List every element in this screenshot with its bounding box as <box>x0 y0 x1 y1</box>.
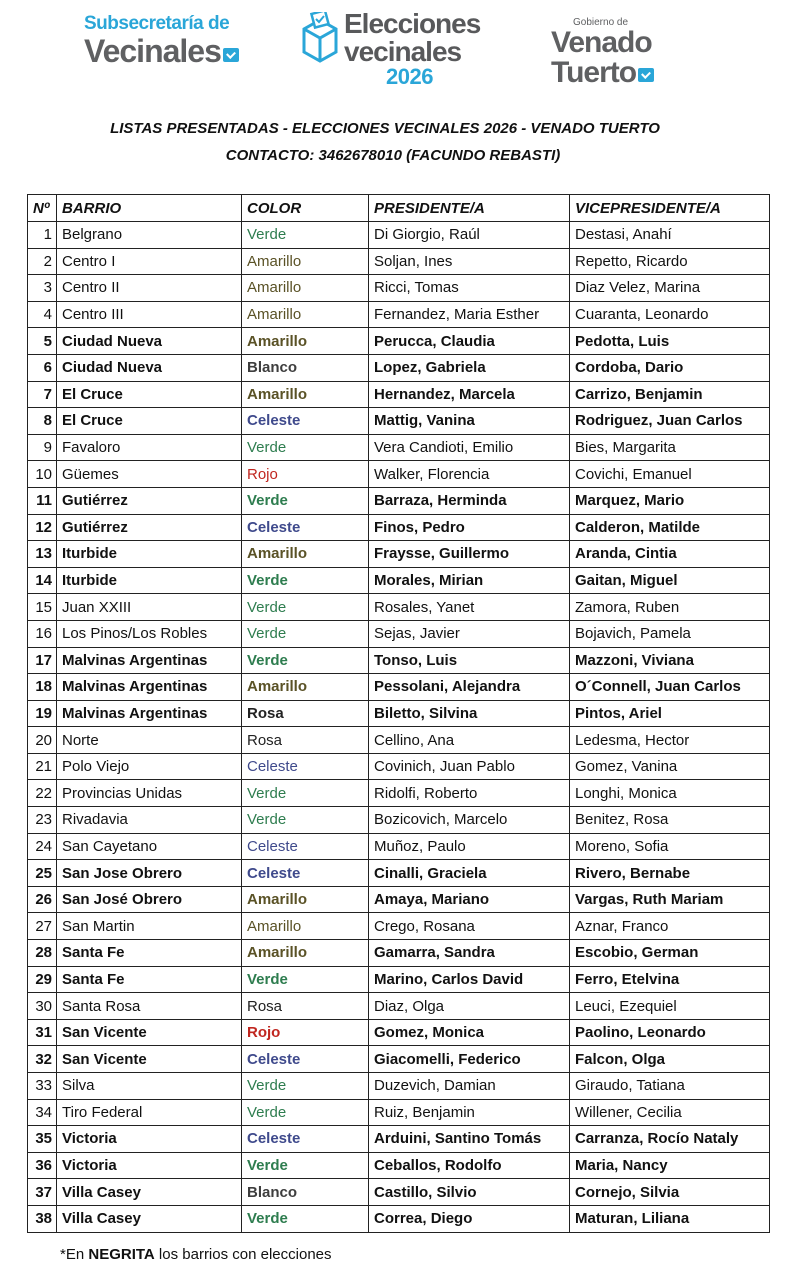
cell-presidente: Correa, Diego <box>369 1205 570 1232</box>
header-number: Nº <box>28 195 57 222</box>
cell-presidente: Ricci, Tomas <box>369 275 570 302</box>
cell-vicepresidente: Maturan, Liliana <box>570 1205 770 1232</box>
cell-barrio: Victoria <box>57 1152 242 1179</box>
logo-center-line1: Elecciones <box>344 8 481 39</box>
cell-number: 24 <box>28 833 57 860</box>
cell-barrio: Juan XXIII <box>57 594 242 621</box>
cell-number: 13 <box>28 541 57 568</box>
cell-color: Rosa <box>242 700 369 727</box>
cell-barrio: Iturbide <box>57 541 242 568</box>
cell-barrio: San Vicente <box>57 1046 242 1073</box>
cell-presidente: Gomez, Monica <box>369 1019 570 1046</box>
cell-presidente: Lopez, Gabriela <box>369 354 570 381</box>
cell-color: Celeste <box>242 1126 369 1153</box>
cell-barrio: Belgrano <box>57 222 242 249</box>
cell-number: 19 <box>28 700 57 727</box>
cell-color: Blanco <box>242 1179 369 1206</box>
cell-number: 38 <box>28 1205 57 1232</box>
cell-presidente: Cinalli, Graciela <box>369 860 570 887</box>
cell-vicepresidente: Longhi, Monica <box>570 780 770 807</box>
cell-presidente: Hernandez, Marcela <box>369 381 570 408</box>
subsecretaria-vecinales-logo <box>84 14 239 67</box>
cell-presidente: Crego, Rosana <box>369 913 570 940</box>
table-row <box>28 913 770 940</box>
lists-table <box>27 194 770 1233</box>
table-row <box>28 1019 770 1046</box>
cell-color: Rosa <box>242 993 369 1020</box>
table-row <box>28 301 770 328</box>
cell-vicepresidente: Moreno, Sofia <box>570 833 770 860</box>
cell-vicepresidente: Maria, Nancy <box>570 1152 770 1179</box>
logo-center-line2: vecinales <box>344 36 462 67</box>
cell-color: Amarillo <box>242 886 369 913</box>
cell-presidente: Pessolani, Alejandra <box>369 674 570 701</box>
cell-color: Verde <box>242 647 369 674</box>
table-row <box>28 1152 770 1179</box>
check-mark-icon <box>223 48 239 62</box>
table-row <box>28 753 770 780</box>
table-row <box>28 727 770 754</box>
table-row <box>28 1126 770 1153</box>
cell-barrio: Santa Fe <box>57 940 242 967</box>
table-row <box>28 860 770 887</box>
cell-color: Amarillo <box>242 913 369 940</box>
cell-color: Verde <box>242 1152 369 1179</box>
cell-number: 30 <box>28 993 57 1020</box>
cell-color: Amarillo <box>242 328 369 355</box>
cell-color: Verde <box>242 434 369 461</box>
cell-number: 7 <box>28 381 57 408</box>
cell-number: 12 <box>28 514 57 541</box>
table-row <box>28 514 770 541</box>
header-vicepresidente: VICEPRESIDENTE/A <box>570 195 770 222</box>
cell-number: 2 <box>28 248 57 275</box>
cell-vicepresidente: Aranda, Cintia <box>570 541 770 568</box>
table-row <box>28 541 770 568</box>
table-row <box>28 1179 770 1206</box>
cell-vicepresidente: Gaitan, Miguel <box>570 567 770 594</box>
cell-presidente: Fraysse, Guillermo <box>369 541 570 568</box>
cell-vicepresidente: Aznar, Franco <box>570 913 770 940</box>
table-body <box>28 222 770 1233</box>
table-row <box>28 620 770 647</box>
cell-color: Verde <box>242 487 369 514</box>
logo-right-line1: Gobierno de <box>573 17 629 28</box>
venado-tuerto-logo <box>551 18 654 88</box>
cell-vicepresidente: Paolino, Leonardo <box>570 1019 770 1046</box>
table-row <box>28 1205 770 1232</box>
table-row <box>28 275 770 302</box>
cell-vicepresidente: Pedotta, Luis <box>570 328 770 355</box>
cell-vicepresidente: Falcon, Olga <box>570 1046 770 1073</box>
cell-vicepresidente: Ledesma, Hector <box>570 727 770 754</box>
cell-barrio: Provincias Unidas <box>57 780 242 807</box>
table-header-row <box>28 195 770 222</box>
cell-presidente: Duzevich, Damian <box>369 1073 570 1100</box>
cell-presidente: Fernandez, Maria Esther <box>369 301 570 328</box>
cell-number: 4 <box>28 301 57 328</box>
cell-color: Amarillo <box>242 674 369 701</box>
cell-presidente: Diaz, Olga <box>369 993 570 1020</box>
header-presidente: PRESIDENTE/A <box>369 195 570 222</box>
cell-number: 1 <box>28 222 57 249</box>
footnote-prefix: *En <box>60 1246 89 1263</box>
cell-barrio: El Cruce <box>57 408 242 435</box>
table-row <box>28 674 770 701</box>
cell-presidente: Gamarra, Sandra <box>369 940 570 967</box>
table-row <box>28 1046 770 1073</box>
cell-color: Verde <box>242 594 369 621</box>
cell-color: Rojo <box>242 1019 369 1046</box>
cell-barrio: Santa Rosa <box>57 993 242 1020</box>
cell-color: Celeste <box>242 753 369 780</box>
cell-barrio: San José Obrero <box>57 886 242 913</box>
cell-presidente: Perucca, Claudia <box>369 328 570 355</box>
footnote <box>60 1246 332 1263</box>
table-row <box>28 700 770 727</box>
cell-vicepresidente: Vargas, Ruth Mariam <box>570 886 770 913</box>
cell-number: 14 <box>28 567 57 594</box>
cell-vicepresidente: Calderon, Matilde <box>570 514 770 541</box>
cell-barrio: Silva <box>57 1073 242 1100</box>
cell-number: 34 <box>28 1099 57 1126</box>
table-row <box>28 381 770 408</box>
cell-color: Verde <box>242 567 369 594</box>
cell-number: 10 <box>28 461 57 488</box>
cell-number: 35 <box>28 1126 57 1153</box>
table-row <box>28 647 770 674</box>
cell-presidente: Soljan, Ines <box>369 248 570 275</box>
cell-barrio: Gutiérrez <box>57 514 242 541</box>
cell-vicepresidente: Rodriguez, Juan Carlos <box>570 408 770 435</box>
cell-barrio: Los Pinos/Los Robles <box>57 620 242 647</box>
logo-right-line3: Tuerto <box>551 56 637 89</box>
ballot-box-icon <box>302 12 338 64</box>
cell-color: Verde <box>242 620 369 647</box>
cell-vicepresidente: Diaz Velez, Marina <box>570 275 770 302</box>
cell-color: Amarillo <box>242 541 369 568</box>
cell-vicepresidente: Willener, Cecilia <box>570 1099 770 1126</box>
cell-vicepresidente: Cuaranta, Leonardo <box>570 301 770 328</box>
cell-vicepresidente: Mazzoni, Viviana <box>570 647 770 674</box>
cell-color: Celeste <box>242 860 369 887</box>
cell-number: 18 <box>28 674 57 701</box>
table-row <box>28 354 770 381</box>
cell-number: 37 <box>28 1179 57 1206</box>
table-row <box>28 886 770 913</box>
cell-vicepresidente: Leuci, Ezequiel <box>570 993 770 1020</box>
cell-number: 20 <box>28 727 57 754</box>
table-row <box>28 780 770 807</box>
cell-presidente: Muñoz, Paulo <box>369 833 570 860</box>
cell-presidente: Barraza, Herminda <box>369 487 570 514</box>
cell-presidente: Mattig, Vanina <box>369 408 570 435</box>
cell-presidente: Cellino, Ana <box>369 727 570 754</box>
cell-number: 16 <box>28 620 57 647</box>
cell-number: 11 <box>28 487 57 514</box>
cell-barrio: Santa Fe <box>57 966 242 993</box>
cell-color: Rojo <box>242 461 369 488</box>
cell-barrio: El Cruce <box>57 381 242 408</box>
cell-number: 22 <box>28 780 57 807</box>
table-row <box>28 940 770 967</box>
cell-vicepresidente: Giraudo, Tatiana <box>570 1073 770 1100</box>
cell-vicepresidente: Destasi, Anahí <box>570 222 770 249</box>
cell-barrio: Rivadavia <box>57 807 242 834</box>
cell-presidente: Ceballos, Rodolfo <box>369 1152 570 1179</box>
cell-vicepresidente: Zamora, Ruben <box>570 594 770 621</box>
cell-presidente: Giacomelli, Federico <box>369 1046 570 1073</box>
cell-barrio: Favaloro <box>57 434 242 461</box>
cell-barrio: San Martin <box>57 913 242 940</box>
cell-vicepresidente: Bies, Margarita <box>570 434 770 461</box>
cell-barrio: Ciudad Nueva <box>57 328 242 355</box>
cell-presidente: Ruiz, Benjamin <box>369 1099 570 1126</box>
cell-vicepresidente: Marquez, Mario <box>570 487 770 514</box>
table-row <box>28 567 770 594</box>
cell-number: 33 <box>28 1073 57 1100</box>
cell-color: Celeste <box>242 514 369 541</box>
cell-number: 27 <box>28 913 57 940</box>
cell-barrio: Villa Casey <box>57 1205 242 1232</box>
cell-vicepresidente: Rivero, Bernabe <box>570 860 770 887</box>
cell-vicepresidente: Bojavich, Pamela <box>570 620 770 647</box>
cell-presidente: Marino, Carlos David <box>369 966 570 993</box>
table-row <box>28 487 770 514</box>
table-row <box>28 993 770 1020</box>
cell-color: Amarillo <box>242 301 369 328</box>
logo-center-year: 2026 <box>386 64 433 89</box>
table-row <box>28 408 770 435</box>
cell-barrio: Güemes <box>57 461 242 488</box>
cell-number: 25 <box>28 860 57 887</box>
cell-number: 36 <box>28 1152 57 1179</box>
cell-vicepresidente: Carrizo, Benjamin <box>570 381 770 408</box>
cell-number: 6 <box>28 354 57 381</box>
cell-number: 31 <box>28 1019 57 1046</box>
cell-presidente: Amaya, Mariano <box>369 886 570 913</box>
cell-vicepresidente: Ferro, Etelvina <box>570 966 770 993</box>
cell-number: 5 <box>28 328 57 355</box>
cell-barrio: Centro I <box>57 248 242 275</box>
cell-vicepresidente: Gomez, Vanina <box>570 753 770 780</box>
cell-color: Verde <box>242 1205 369 1232</box>
cell-number: 8 <box>28 408 57 435</box>
cell-presidente: Finos, Pedro <box>369 514 570 541</box>
header-barrio: BARRIO <box>57 195 242 222</box>
cell-vicepresidente: Cordoba, Dario <box>570 354 770 381</box>
cell-vicepresidente: Carranza, Rocío Nataly <box>570 1126 770 1153</box>
cell-vicepresidente: Benitez, Rosa <box>570 807 770 834</box>
cell-barrio: Iturbide <box>57 567 242 594</box>
cell-vicepresidente: Pintos, Ariel <box>570 700 770 727</box>
footnote-bold: NEGRITA <box>88 1246 155 1263</box>
cell-barrio: Malvinas Argentinas <box>57 647 242 674</box>
logo-left-line1: Subsecretaría de <box>84 13 230 34</box>
cell-presidente: Rosales, Yanet <box>369 594 570 621</box>
table-row <box>28 434 770 461</box>
table-row <box>28 966 770 993</box>
cell-number: 32 <box>28 1046 57 1073</box>
footnote-suffix: los barrios con elecciones <box>154 1246 332 1263</box>
cell-presidente: Arduini, Santino Tomás <box>369 1126 570 1153</box>
cell-barrio: Tiro Federal <box>57 1099 242 1126</box>
cell-color: Verde <box>242 780 369 807</box>
logo-left-line2: Vecinales <box>84 33 221 69</box>
cell-color: Verde <box>242 222 369 249</box>
cell-vicepresidente: Escobio, German <box>570 940 770 967</box>
cell-number: 26 <box>28 886 57 913</box>
cell-presidente: Covinich, Juan Pablo <box>369 753 570 780</box>
cell-number: 23 <box>28 807 57 834</box>
cell-barrio: San Vicente <box>57 1019 242 1046</box>
cell-presidente: Sejas, Javier <box>369 620 570 647</box>
cell-color: Blanco <box>242 354 369 381</box>
cell-color: Amarillo <box>242 275 369 302</box>
cell-barrio: Centro III <box>57 301 242 328</box>
cell-number: 28 <box>28 940 57 967</box>
cell-color: Amarillo <box>242 248 369 275</box>
cell-barrio: Malvinas Argentinas <box>57 700 242 727</box>
cell-vicepresidente: Covichi, Emanuel <box>570 461 770 488</box>
cell-vicepresidente: Cornejo, Silvia <box>570 1179 770 1206</box>
cell-presidente: Bozicovich, Marcelo <box>369 807 570 834</box>
cell-presidente: Ridolfi, Roberto <box>369 780 570 807</box>
cell-vicepresidente: O´Connell, Juan Carlos <box>570 674 770 701</box>
cell-presidente: Di Giorgio, Raúl <box>369 222 570 249</box>
cell-presidente: Castillo, Silvio <box>369 1179 570 1206</box>
cell-presidente: Biletto, Silvina <box>369 700 570 727</box>
cell-barrio: Gutiérrez <box>57 487 242 514</box>
cell-color: Celeste <box>242 1046 369 1073</box>
cell-number: 15 <box>28 594 57 621</box>
cell-barrio: Malvinas Argentinas <box>57 674 242 701</box>
cell-number: 3 <box>28 275 57 302</box>
table-row <box>28 1073 770 1100</box>
table-row <box>28 807 770 834</box>
table-row <box>28 1099 770 1126</box>
cell-number: 29 <box>28 966 57 993</box>
cell-vicepresidente: Repetto, Ricardo <box>570 248 770 275</box>
cell-color: Amarillo <box>242 940 369 967</box>
header-color: COLOR <box>242 195 369 222</box>
document-title: LISTAS PRESENTADAS - ELECCIONES VECINALES 2026 - VENADO TUERTO <box>110 120 660 137</box>
cell-color: Amarillo <box>242 381 369 408</box>
table-row <box>28 461 770 488</box>
cell-presidente: Walker, Florencia <box>369 461 570 488</box>
check-mark-icon <box>638 68 654 82</box>
cell-color: Verde <box>242 1073 369 1100</box>
cell-barrio: Polo Viejo <box>57 753 242 780</box>
cell-barrio: San Jose Obrero <box>57 860 242 887</box>
cell-presidente: Vera Candioti, Emilio <box>369 434 570 461</box>
cell-barrio: Villa Casey <box>57 1179 242 1206</box>
table-row <box>28 328 770 355</box>
cell-barrio: Norte <box>57 727 242 754</box>
elecciones-vecinales-logo <box>302 10 480 88</box>
table-row <box>28 833 770 860</box>
cell-color: Verde <box>242 807 369 834</box>
table-row <box>28 222 770 249</box>
cell-barrio: Ciudad Nueva <box>57 354 242 381</box>
cell-color: Celeste <box>242 833 369 860</box>
cell-number: 9 <box>28 434 57 461</box>
cell-presidente: Tonso, Luis <box>369 647 570 674</box>
cell-barrio: San Cayetano <box>57 833 242 860</box>
cell-barrio: Centro II <box>57 275 242 302</box>
cell-number: 21 <box>28 753 57 780</box>
contact-line: CONTACTO: 3462678010 (FACUNDO REBASTI) <box>225 147 561 164</box>
cell-presidente: Morales, Mirian <box>369 567 570 594</box>
cell-color: Rosa <box>242 727 369 754</box>
cell-barrio: Victoria <box>57 1126 242 1153</box>
cell-color: Verde <box>242 966 369 993</box>
cell-color: Celeste <box>242 408 369 435</box>
cell-color: Verde <box>242 1099 369 1126</box>
cell-number: 17 <box>28 647 57 674</box>
logo-right-line2: Venado <box>551 26 652 59</box>
table-row <box>28 594 770 621</box>
table-row <box>28 248 770 275</box>
